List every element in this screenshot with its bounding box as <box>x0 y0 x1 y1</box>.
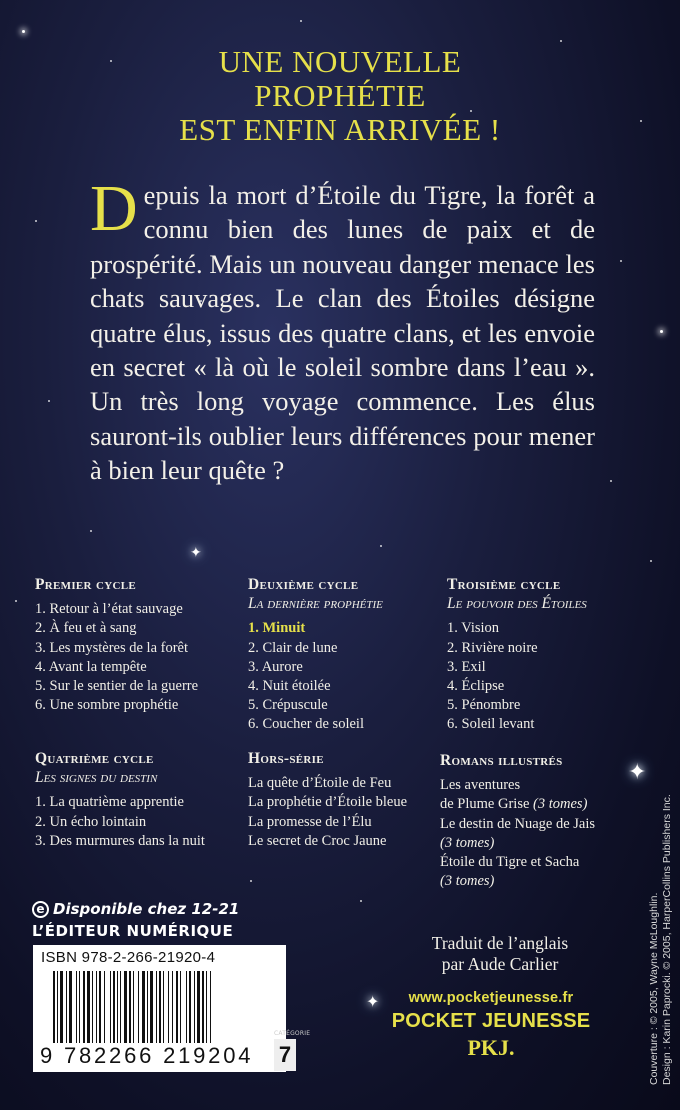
e-at-icon: e <box>32 901 49 918</box>
cycle-quatrieme <box>35 749 205 851</box>
list-item: La quête d’Étoile de Feu <box>248 775 392 792</box>
cycle-title: Premier cycle <box>35 576 136 593</box>
star-flare-icon: ✦ <box>366 992 380 1011</box>
list-item: 6. Coucher de soleil <box>248 716 364 733</box>
list-item: Étoile du Tigre et Sacha <box>440 854 580 871</box>
list-item: 5. Sur le sentier de la guerre <box>35 678 199 695</box>
star-flare-icon: ✦ <box>190 545 202 561</box>
cycle-title: Hors-série <box>248 750 324 767</box>
headline-line: PROPHÉTIE <box>254 78 426 113</box>
cycle-title: Deuxième cycle <box>248 576 359 593</box>
list-item: 4. Éclipse <box>447 678 505 695</box>
blurb-text: epuis la mort d’Étoile du Tigre, la forêt a connu bien des lunes de paix et de prospérité. Mais un nouveau danger menace les chats sauvages. Le clan des Étoiles désigne quatre élus, issus des quatre clans, et les envoie en secret « là où le soleil sombre dans l’eau ». Un très long voyage commence. Les élus sauront-ils oublier leurs différences pour mener à bien leur quête ? <box>90 180 595 486</box>
drop-cap: D <box>90 172 138 245</box>
credit-line: Design : Karin Paprocki. © 2005, HarperCollins Publishers Inc. <box>661 794 673 1085</box>
list-item: 1. Retour à l’état sauvage <box>35 601 183 618</box>
list-item: 5. Crépuscule <box>248 697 328 714</box>
list-item: Les aventures <box>440 777 521 794</box>
barcode-bars <box>53 971 281 1047</box>
ebook-notice <box>32 900 239 940</box>
publisher-url: www.pocketjeunesse.fr <box>408 990 574 1006</box>
ean-number: 9 782266 219204 <box>40 1043 254 1068</box>
list-item: 4. Nuit étoilée <box>248 678 331 695</box>
list-item: de Plume Grise (3 tomes) <box>440 796 588 813</box>
cycle-subtitle: Les signes du destin <box>35 769 158 787</box>
publisher-block <box>376 990 606 1061</box>
list-item: 3. Exil <box>447 658 486 675</box>
cycle-subtitle: La dernière prophétie <box>248 595 383 613</box>
barcode <box>33 945 286 1072</box>
cover-credits <box>648 794 674 1085</box>
list-item: 6. Soleil levant <box>447 716 535 733</box>
translator-line: Traduit de l’anglais <box>431 933 569 953</box>
romans-illustres <box>440 751 595 891</box>
hors-serie <box>248 749 407 851</box>
list-item: 2. Un écho lointain <box>35 813 147 830</box>
list-item: (3 tomes) <box>440 873 495 890</box>
list-item: 3. Aurore <box>248 658 303 675</box>
cycle-subtitle: Le pouvoir des Étoiles <box>447 595 587 613</box>
list-item: La promesse de l’Élu <box>248 813 372 830</box>
translator-credit <box>405 933 595 975</box>
list-item: 1. La quatrième apprentie <box>35 794 184 811</box>
cycle-title: Troisième cycle <box>447 576 561 593</box>
category-badge <box>274 1030 311 1071</box>
headline-line: EST ENFIN ARRIVÉE ! <box>179 112 501 147</box>
list-item: (3 tomes) <box>440 834 495 851</box>
category-number: 7 <box>274 1039 296 1071</box>
ebook-publisher: L’ÉDITEUR NUMÉRIQUE <box>32 922 234 940</box>
list-item: 5. Pénombre <box>447 697 521 714</box>
cycle-title: Quatrième cycle <box>35 750 154 767</box>
list-item-current: 1. Minuit <box>248 620 306 637</box>
list-item: 2. À feu et à sang <box>35 620 137 637</box>
ebook-line: Disponible chez 12-21 <box>53 900 240 918</box>
list-item: 2. Clair de lune <box>248 639 338 656</box>
list-item: 6. Une sombre prophétie <box>35 697 179 714</box>
isbn-text: ISBN 978-2-266-21920-4 <box>41 949 216 966</box>
translator-line: par Aude Carlier <box>441 954 559 974</box>
headline-line: UNE NOUVELLE <box>218 44 462 79</box>
credit-line: Couverture : © 2005, Wayne McLoughlin. <box>648 892 660 1085</box>
star-flare-icon: ✦ <box>628 760 647 785</box>
list-item: 4. Avant la tempête <box>35 658 147 675</box>
list-item: 3. Les mystères de la forêt <box>35 639 189 656</box>
list-item: 3. Des murmures dans la nuit <box>35 832 205 849</box>
list-item: 1. Vision <box>447 620 500 637</box>
list-item: Le secret de Croc Jaune <box>248 832 387 849</box>
category-label: CATÉGORIE <box>274 1030 311 1037</box>
list-item: Le destin de Nuage de Jais <box>440 815 596 832</box>
list-item: La prophétie d’Étoile bleue <box>248 794 408 811</box>
publisher-logo: PKJ. <box>467 1035 515 1060</box>
cycle-troisieme <box>447 575 587 735</box>
publisher-name: POCKET JEUNESSE <box>391 1010 591 1032</box>
cycle-title: Romans illustrés <box>440 752 563 769</box>
cycle-deuxieme <box>248 575 383 735</box>
list-item: 2. Rivière noire <box>447 639 538 656</box>
cycle-premier <box>35 575 198 715</box>
